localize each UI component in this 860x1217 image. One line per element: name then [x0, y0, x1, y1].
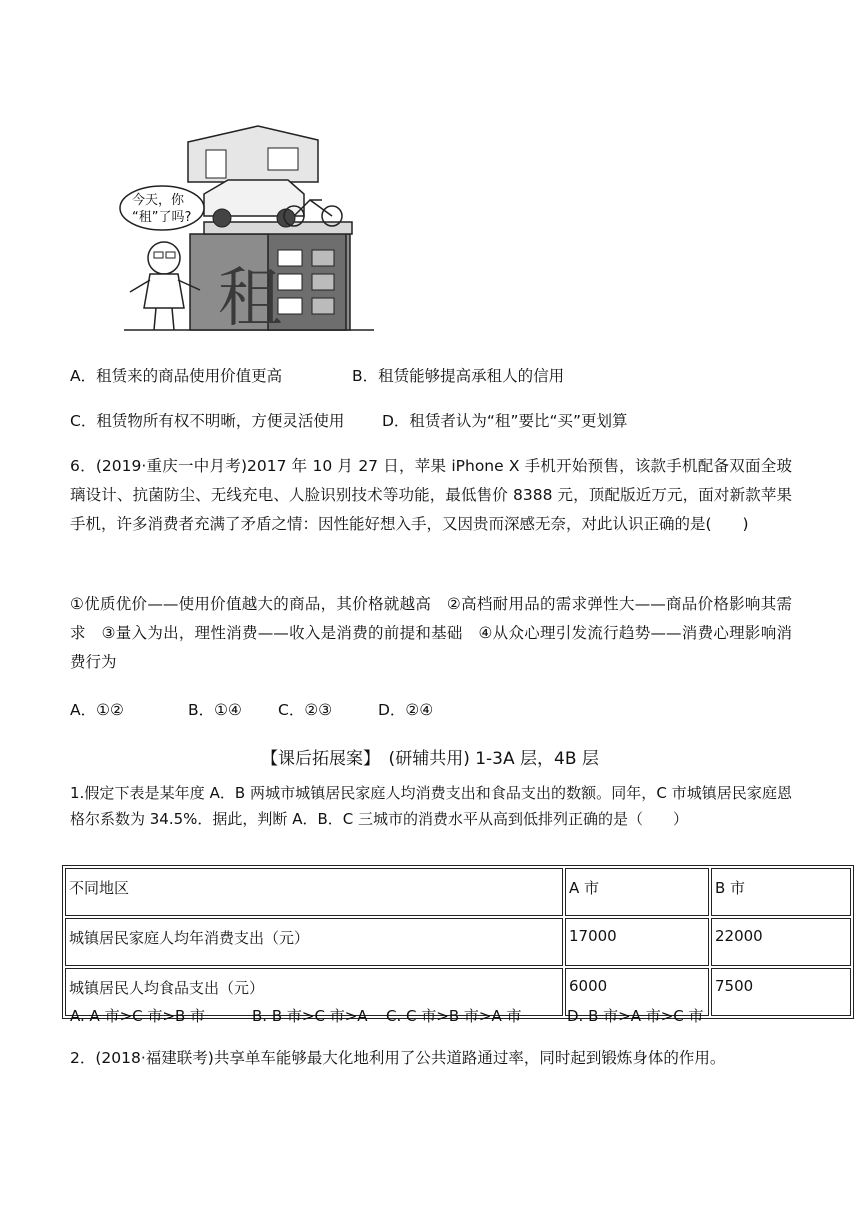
q2-stem: 2．(2018·福建联考)共享单车能够最大化地利用了公共道路通过率，同时起到锻炼身体的作用。 — [70, 1049, 726, 1067]
table-row — [65, 918, 851, 966]
table-cell: 城镇居民家庭人均年消费支出（元） — [65, 918, 563, 966]
q5-option-b: B．租赁能够提高承租人的信用 — [352, 367, 565, 385]
table-header-cell: 不同地区 — [65, 868, 563, 916]
table-cell: 城镇居民人均食品支出（元） — [65, 968, 563, 1016]
table-header-cell: A 市 — [565, 868, 709, 916]
rent-cartoon-illustration — [118, 122, 380, 336]
speech-line-1: 今天，你 — [132, 193, 185, 208]
q6-option-d: D．②④ — [378, 701, 434, 719]
q6-option-b: B．①④ — [188, 701, 242, 719]
consumption-table — [62, 865, 854, 1019]
q5-option-d: D．租赁者认为“租”要比“买”更划算 — [382, 412, 628, 430]
q1-option-a: A. A 市>C 市>B 市 — [70, 1007, 206, 1025]
q5-option-c: C．租赁物所有权不明晰，方便灵活使用 — [70, 412, 345, 430]
q1-option-d: D. B 市>A 市>C 市 — [567, 1007, 704, 1025]
table-cell: 7500 — [711, 968, 851, 1016]
table-cell: 22000 — [711, 918, 851, 966]
speech-line-2: “租”了吗? — [132, 210, 192, 225]
q6-statements: ①优质优价——使用价值越大的商品，其价格就越高 ②高档耐用品的需求弹性大——商品价格影响其需求 ③量入为出，理性消费——收入是消费的前提和基础 ④从众心理引发流行趋势——消费心理影响消费行为 — [70, 595, 792, 671]
q6-option-a: A．①② — [70, 701, 124, 719]
building-char: 租 — [218, 262, 282, 336]
q5-option-a: A．租赁来的商品使用价值更高 — [70, 367, 283, 385]
table-header-cell: B 市 — [711, 868, 851, 916]
section-heading: 【课后拓展案】 (研辅共用) 1-3A 层，4B 层 — [261, 749, 599, 769]
q1-option-c: C. C 市>B 市>A 市 — [386, 1007, 522, 1025]
table-header-row — [65, 868, 851, 916]
q1-stem: 1.假定下表是某年度 A．B 两城市城镇居民家庭人均消费支出和食品支出的数额。同年，C 市城镇居民家庭恩格尔系数为 34.5%．据此，判断 A．B．C 三城市的消费水平从高到低排列正确的是（ ） — [70, 784, 792, 828]
q6-stem: 6．(2019·重庆一中月考)2017 年 10 月 27 日，苹果 iPhone X 手机开始预售，该款手机配备双面全玻璃设计、抗菌防尘、无线充电、人脸识别技术等功能，最低售价 8388 元，顶配版近万元，面对新款苹果手机，许多消费者充满了矛盾之情：因性能好想入手，又因贵而深感无奈，对此认识正确的是( ) — [70, 457, 792, 533]
table-cell: 17000 — [565, 918, 709, 966]
q1-option-b: B. B 市>C 市>A — [252, 1007, 368, 1025]
q6-option-c: C．②③ — [278, 701, 333, 719]
table-cell: 6000 — [565, 968, 709, 1016]
